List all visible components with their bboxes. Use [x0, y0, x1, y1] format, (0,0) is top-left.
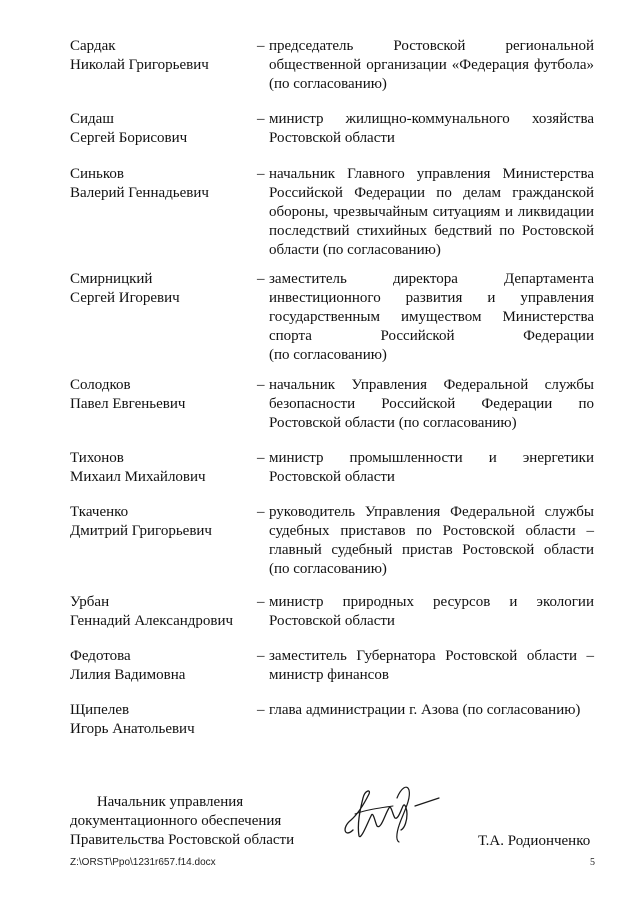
dash: –: [257, 271, 265, 287]
role-line: общественной организации «Федерация футбола»: [269, 57, 594, 73]
member-name: [70, 37, 250, 75]
dash: –: [257, 450, 265, 466]
member-role: [269, 503, 594, 579]
surname: Сардак: [70, 38, 116, 54]
dash: –: [257, 377, 265, 393]
role-line: Ростовской области: [269, 469, 395, 485]
surname: Синьков: [70, 166, 125, 182]
member-name: [70, 165, 250, 203]
member-name: [70, 376, 250, 414]
surname: Ткаченко: [70, 504, 129, 520]
member-role: [269, 647, 594, 685]
surname: Урбан: [70, 594, 110, 610]
signatory-title-line: Правительства Ростовской области: [70, 832, 295, 848]
member-name: [70, 701, 250, 739]
role-line: Ростовской области: [269, 130, 395, 146]
member-role: [269, 270, 594, 365]
role-line: последствий стихийных бедствий по Ростовской: [269, 223, 594, 239]
role-line: начальник Главного управления Министерства: [269, 166, 594, 182]
dash: –: [257, 648, 265, 664]
signatory-title-line: Начальник управления: [96, 794, 244, 810]
role-line: Российской Федерации по делам гражданской: [269, 185, 594, 201]
role-line: Ростовской области (по согласованию): [269, 415, 517, 431]
dash: –: [257, 504, 265, 520]
member-role: [269, 593, 594, 631]
role-line: министр финансов: [269, 667, 389, 683]
member-name: [70, 270, 250, 308]
member-role: [269, 110, 594, 148]
signatory-title-line: документационного обеспечения: [70, 813, 282, 829]
member-role: [269, 376, 594, 433]
role-line: государственным имуществом Министерства: [269, 309, 594, 325]
signatory-title: [70, 793, 295, 850]
file-path: Z:\ORST\Ppo\1231r657.f14.docx: [70, 857, 216, 868]
role-line: главный судебный пристав Ростовской области: [269, 542, 594, 558]
member-role: [269, 37, 594, 94]
surname: Тихонов: [70, 450, 124, 466]
role-line: министр промышленности и энергетики: [269, 450, 594, 466]
given-names: Николай Григорьевич: [70, 57, 209, 73]
member-role: [269, 165, 594, 260]
member-name: [70, 503, 250, 541]
member-name: [70, 449, 250, 487]
role-line: Ростовской области: [269, 613, 395, 629]
member-name: [70, 647, 250, 685]
role-line: области (по согласованию): [269, 242, 441, 258]
handwritten-signature: [335, 780, 455, 845]
given-names: Михаил Михайлович: [70, 469, 206, 485]
role-line: (по согласованию): [269, 347, 387, 363]
given-names: Сергей Игоревич: [70, 290, 180, 306]
dash: –: [257, 111, 265, 127]
role-line: руководитель Управления Федеральной службы: [269, 504, 594, 520]
dash: –: [257, 38, 265, 54]
role-line: глава администрации г. Азова (по согласованию): [269, 702, 581, 718]
role-line: председатель Ростовской региональной: [269, 38, 594, 54]
surname: Щипелев: [70, 702, 130, 718]
surname: Федотова: [70, 648, 131, 664]
page-number: 5: [590, 857, 595, 868]
role-line: заместитель директора Департамента: [269, 271, 594, 287]
dash: –: [257, 702, 265, 718]
role-line: обороны, чрезвычайным ситуациям и ликвидации: [269, 204, 594, 220]
given-names: Геннадий Александрович: [70, 613, 234, 629]
role-line: инвестиционного развития и управления: [269, 290, 594, 306]
role-line: министр природных ресурсов и экологии: [269, 594, 594, 610]
dash: –: [257, 594, 265, 610]
signer-name: Т.А. Родионченко: [478, 833, 591, 849]
dash: –: [257, 166, 265, 182]
surname: Солодков: [70, 377, 131, 393]
member-role: [269, 701, 594, 720]
role-line: (по согласованию): [269, 76, 387, 92]
given-names: Лилия Вадимовна: [70, 667, 186, 683]
member-role: [269, 449, 594, 487]
role-line: министр жилищно-коммунального хозяйства: [269, 111, 594, 127]
role-line: начальник Управления Федеральной службы: [269, 377, 594, 393]
role-line: (по согласованию): [269, 561, 387, 577]
given-names: Сергей Борисович: [70, 130, 188, 146]
given-names: Дмитрий Григорьевич: [70, 523, 212, 539]
given-names: Игорь Анатольевич: [70, 721, 195, 737]
given-names: Павел Евгеньевич: [70, 396, 186, 412]
member-name: [70, 110, 250, 148]
member-name: [70, 593, 250, 631]
role-line: судебных приставов по Ростовской области –: [269, 523, 594, 539]
role-line: заместитель Губернатора Ростовской области –: [269, 648, 594, 664]
surname: Смирницкий: [70, 271, 153, 287]
surname: Сидаш: [70, 111, 114, 127]
given-names: Валерий Геннадьевич: [70, 185, 209, 201]
role-line: спорта Российской Федерации: [269, 328, 594, 344]
role-line: безопасности Российской Федерации по: [269, 396, 594, 412]
